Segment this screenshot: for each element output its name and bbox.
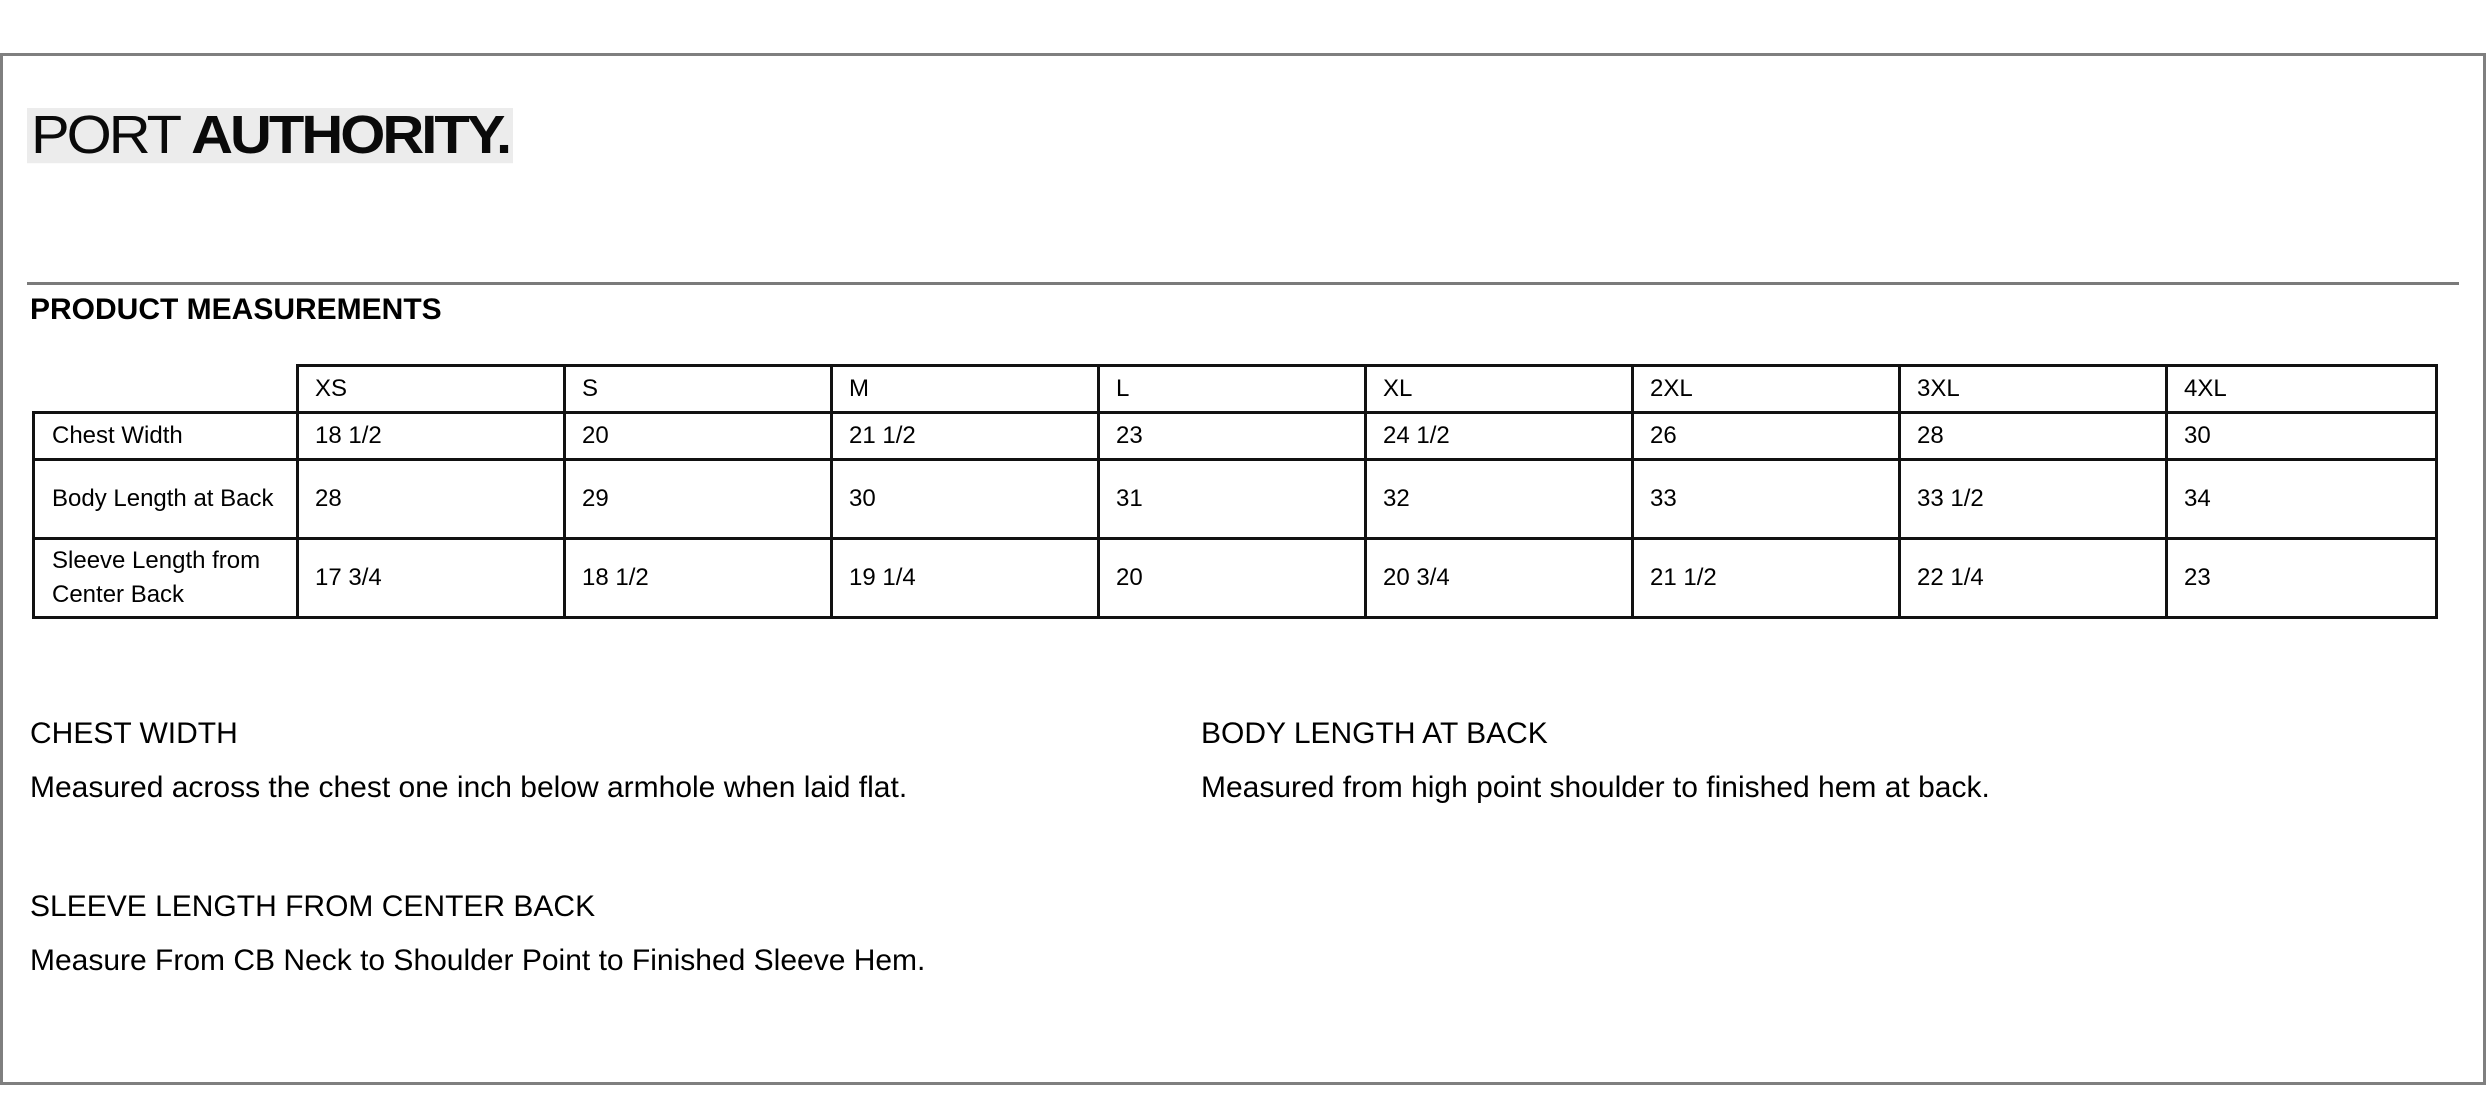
table-cell: 28	[298, 460, 565, 539]
definition-text: Measured from high point shoulder to finished hem at back.	[1201, 771, 1990, 804]
size-header-s: S	[565, 366, 832, 413]
table-cell: 33 1/2	[1900, 460, 2167, 539]
table-cell: 20 3/4	[1366, 539, 1633, 618]
table-cell: 30	[832, 460, 1099, 539]
definition-sleeve-length	[30, 889, 925, 979]
row-label-chest-width: Chest Width	[34, 413, 298, 460]
size-header-xs: XS	[298, 366, 565, 413]
section-divider	[27, 282, 2459, 285]
definition-title: CHEST WIDTH	[30, 717, 238, 750]
table-cell: 30	[2167, 413, 2437, 460]
table-cell: 17 3/4	[298, 539, 565, 618]
size-table	[32, 364, 2438, 619]
table-cell: 33	[1633, 460, 1900, 539]
definition-text: Measured across the chest one inch below armhole when laid flat.	[30, 771, 908, 804]
row-label-body-length: Body Length at Back	[34, 460, 298, 539]
table-row	[34, 460, 2437, 539]
table-cell: 26	[1633, 413, 1900, 460]
size-header-xl: XL	[1366, 366, 1633, 413]
logo-text-part2: AUTHORITY.	[191, 105, 510, 166]
definition-chest-width	[30, 716, 907, 806]
size-header-4xl: 4XL	[2167, 366, 2437, 413]
definition-title: SLEEVE LENGTH FROM CENTER BACK	[30, 890, 596, 923]
table-corner-cell	[34, 366, 298, 413]
table-cell: 18 1/2	[298, 413, 565, 460]
logo-text-part1: PORT	[31, 105, 179, 166]
table-cell: 20	[565, 413, 832, 460]
table-cell: 23	[2167, 539, 2437, 618]
table-cell: 32	[1366, 460, 1633, 539]
size-header-l: L	[1099, 366, 1366, 413]
table-cell: 20	[1099, 539, 1366, 618]
size-header-3xl: 3XL	[1900, 366, 2167, 413]
definition-body-length	[1201, 716, 1990, 806]
brand-logo	[27, 105, 513, 166]
table-cell: 24 1/2	[1366, 413, 1633, 460]
table-cell: 29	[565, 460, 832, 539]
definition-text: Measure From CB Neck to Shoulder Point to Finished Sleeve Hem.	[30, 944, 926, 977]
row-label-sleeve-length: Sleeve Length from Center Back	[34, 539, 298, 618]
table-header-row	[34, 366, 2437, 413]
table-cell: 28	[1900, 413, 2167, 460]
table-cell: 19 1/4	[832, 539, 1099, 618]
table-cell: 22 1/4	[1900, 539, 2167, 618]
table-cell: 18 1/2	[565, 539, 832, 618]
table-cell: 23	[1099, 413, 1366, 460]
table-row	[34, 413, 2437, 460]
table-cell: 34	[2167, 460, 2437, 539]
table-cell: 31	[1099, 460, 1366, 539]
size-header-m: M	[832, 366, 1099, 413]
size-header-2xl: 2XL	[1633, 366, 1900, 413]
table-row	[34, 539, 2437, 618]
section-title: PRODUCT MEASUREMENTS	[30, 293, 442, 326]
definition-title: BODY LENGTH AT BACK	[1201, 717, 1548, 750]
table-cell: 21 1/2	[832, 413, 1099, 460]
table-cell: 21 1/2	[1633, 539, 1900, 618]
